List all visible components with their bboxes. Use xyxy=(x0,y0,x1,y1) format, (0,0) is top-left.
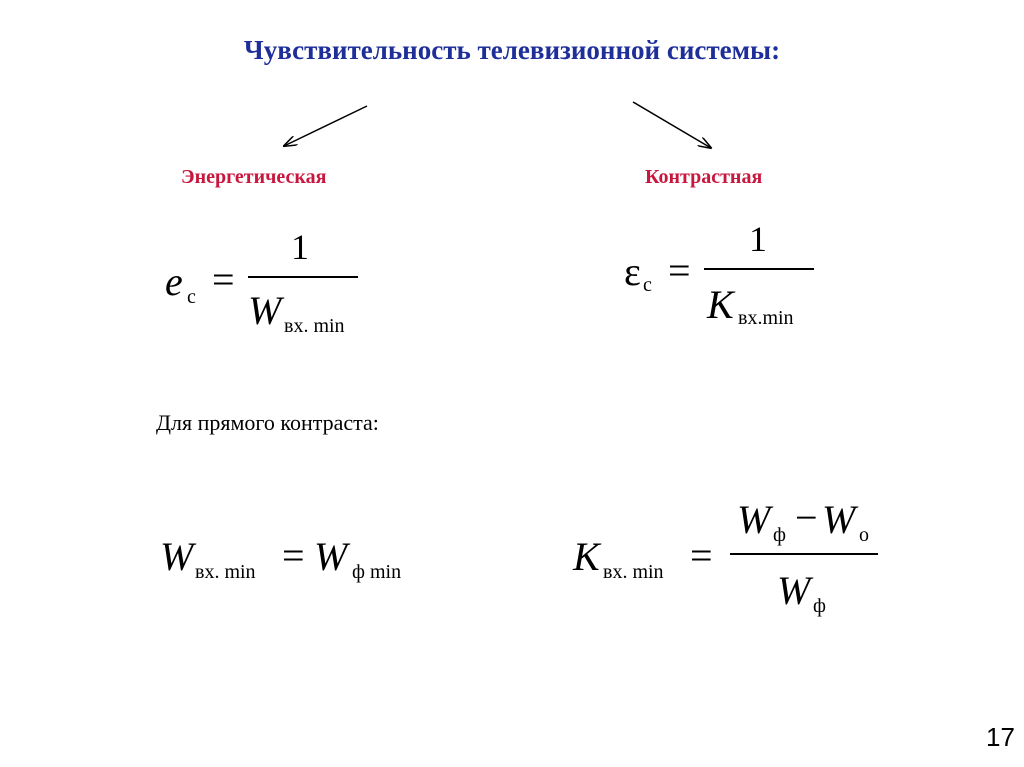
branch-energetic: Энергетическая xyxy=(181,166,327,188)
k-input-num-a-symbol: W xyxy=(737,497,771,542)
k-input-num-b-symbol: W xyxy=(822,497,856,542)
slide-title: Чувствительность телевизионной системы: xyxy=(243,35,781,65)
w-input-lhs-symbol: W xyxy=(160,534,194,579)
arrow-left xyxy=(284,106,367,146)
branch-contrast: Контрастная xyxy=(645,166,763,188)
contrast-den-sub: вх.min xyxy=(738,307,794,329)
direct-contrast-label: Для прямого контраста: xyxy=(156,410,379,435)
k-input-minus: − xyxy=(795,495,818,540)
energetic-equals: = xyxy=(212,257,235,302)
contrast-fraction-bar xyxy=(704,268,814,270)
contrast-lhs-sub: с xyxy=(643,274,652,296)
contrast-den-symbol: K xyxy=(707,282,734,327)
contrast-equals: = xyxy=(668,248,691,293)
energetic-den-symbol: W xyxy=(248,288,282,333)
k-input-den-sub: ф xyxy=(813,595,826,617)
k-input-den-symbol: W xyxy=(777,568,811,613)
energetic-lhs-sub: с xyxy=(187,286,196,308)
k-input-lhs-sub: вх. min xyxy=(603,561,664,583)
energetic-den-sub: вх. min xyxy=(284,315,345,337)
contrast-numerator: 1 xyxy=(749,219,767,259)
w-input-rhs-sub: ф min xyxy=(352,561,402,583)
k-input-equals: = xyxy=(690,533,713,578)
energetic-lhs-symbol: e xyxy=(165,259,183,304)
w-input-rhs-symbol: W xyxy=(314,534,348,579)
w-input-lhs-sub: вх. min xyxy=(195,561,256,583)
k-input-fraction-bar xyxy=(730,553,878,555)
contrast-lhs-symbol: ε xyxy=(624,249,641,294)
k-input-num-b-sub: о xyxy=(859,524,869,546)
page-number: 17 xyxy=(986,722,1015,752)
k-input-num-a-sub: ф xyxy=(773,524,786,546)
energetic-numerator: 1 xyxy=(291,227,309,267)
k-input-lhs-symbol: K xyxy=(573,534,600,579)
w-input-equals: = xyxy=(282,533,305,578)
energetic-fraction-bar xyxy=(248,276,358,278)
arrow-right xyxy=(633,102,711,148)
